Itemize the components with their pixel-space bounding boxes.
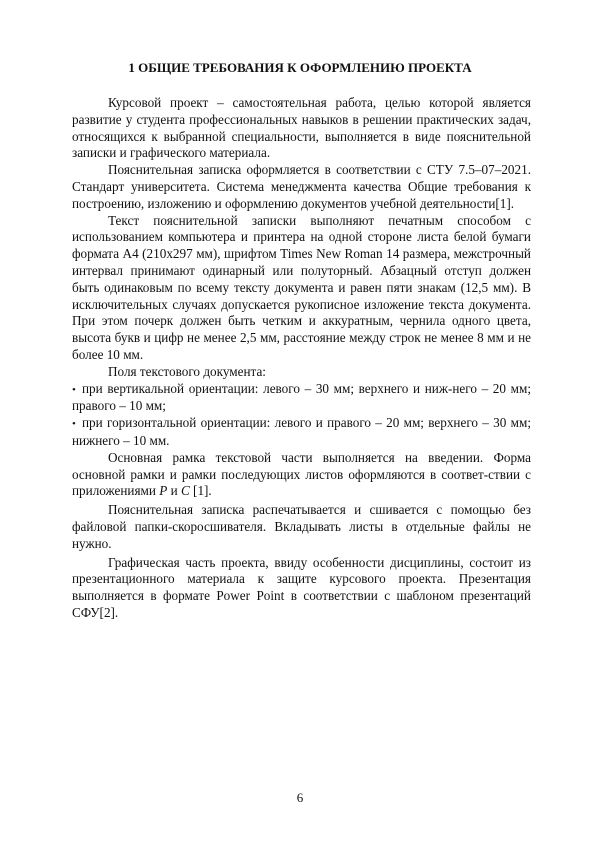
appendix-s: С	[180, 483, 190, 499]
bullet-icon: •	[72, 383, 76, 396]
document-body	[72, 95, 531, 622]
section-title: 1 ОБЩИЕ ТРЕБОВАНИЯ К ОФОРМЛЕНИЮ ПРОЕКТА	[128, 60, 472, 75]
paragraph-standard: Пояснительная записка оформляется в соответствии с СТУ 7.5–07–2021. Стандарт университета. Система менеджмента качества Общие требования к построению, изложению и оформлению документов учебной деятельности[1].	[72, 162, 531, 211]
paragraph-margins-heading: Поля текстового документа:	[108, 363, 266, 379]
bullet-horizontal-margins	[72, 415, 531, 450]
paragraph-text-format: Текст пояснительной записки выполняют печатным способом с использованием компьютера и принтера на одной стороне листа белой бумаги формата А4 (210х297 мм), шрифтом Times New Roman 14 размера, межстрочный интервал принимают одинарный или полуторный. Абзацный отступ должен быть одинаковым по всему тексту документа и равен пяти знакам (12,5 мм). В исключительных случаях допускается рукописное изложение текста документа. При этом почерк должен быть четким и аккуратным, чернила одного цвета, высота букв и цифр не менее 2,5 мм, расстояние между строк не менее 8 мм и не более 10 мм.	[72, 212, 531, 362]
page-number: 6	[296, 790, 304, 805]
paragraph-frame	[72, 450, 531, 500]
bullet-icon: •	[72, 418, 76, 431]
paragraph-graphics: Графическая часть проекта, ввиду особенности дисциплины, состоит из презентационного материала к защите курсового проекта. Презентация выполняется в формате Power Point в соответствии с шаблоном презентаций СФУ[2].	[72, 554, 531, 620]
bullet-horizontal-text: при горизонтальной ориентации: левого и правого – 20 мм; верхнего – 30 мм; нижнего – 10 мм.	[72, 415, 531, 448]
frame-text-and: и	[167, 483, 181, 499]
frame-text-end: [1].	[189, 483, 212, 499]
frame-text-start: Основная рамка текстовой части выполняется на введении. Форма основной рамки и рамки последующих листов оформляются в соответ-ствии с приложениями	[72, 449, 531, 499]
appendix-p: Р	[159, 483, 168, 499]
bullet-vertical-margins	[72, 381, 531, 416]
bullet-vertical-text: при вертикальной ориентации: левого – 30 мм; верхнего и ниж-него – 20 мм; правого – 10 мм;	[72, 380, 531, 414]
paragraph-intro: Курсовой проект – самостоятельная работа, целью которой является развитие у студента профессиональных навыков в решении практических задач, относящихся к выбранной специальности, выполняется в виде пояснительной записки и графического материала.	[72, 95, 531, 161]
paragraph-binding: Пояснительная записка распечатывается и сшивается с помощью без файловой папки-скоросшивателя. Вкладывать листы в отдельные файлы не нужно.	[72, 502, 531, 551]
